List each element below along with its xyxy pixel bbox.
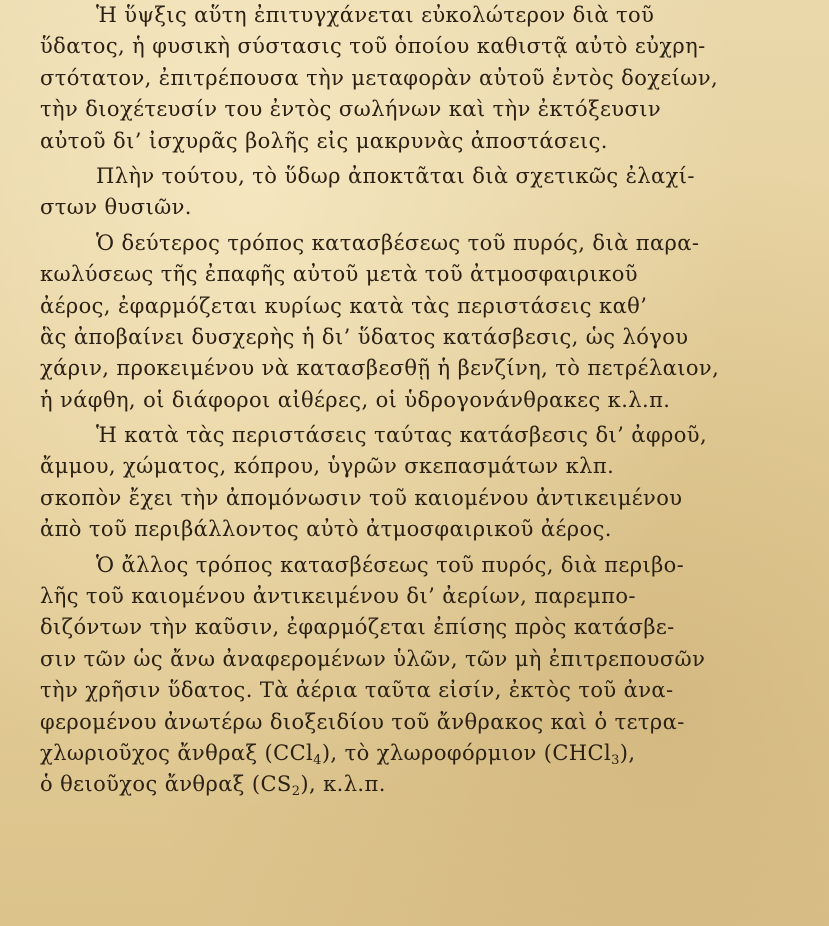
text-line: αὐτοῦ δι’ ἰσχυρᾶς βολῆς εἰς μακρυνὰς ἀποστάσεις. [40, 128, 608, 153]
formula-text: HCl [568, 740, 612, 765]
formula-subscript: 4 [313, 752, 322, 768]
text-line: Ἡ ὕψξις αὕτη ἐπιτυγχάνεται εὐκολώτερον διὰ τοῦ [96, 3, 655, 27]
text-line: ἃς ἀποβαίνει δυσχερὴς ἡ δι’ ὕδατος κατάσβεσις, ὡς λόγου [40, 324, 689, 349]
text-line: φερομένου ἀνωτέρω διοξειδίου τοῦ ἄνθρακος καὶ ὁ τετρα- [40, 709, 685, 734]
text-line: ὕδατος, ἡ φυσικὴ σύστασις τοῦ ὁποίου καθιστᾷ αὐτὸ εὐχρη- [40, 34, 706, 59]
text-line: ἡ νάφθη, οἱ διάφοροι αἰθέρες, οἱ ὑδρογονάνθρακες κ.λ.π. [40, 387, 671, 412]
formula-subscript: 3 [611, 752, 620, 768]
formula-text: ), τὸ χλωροφόρμιον (C [321, 740, 569, 765]
formula-subscript: 2 [291, 784, 301, 800]
formula-text: χλωριοῦχος ἄνθραξ (C [40, 740, 290, 765]
paragraph-2 [40, 161, 825, 224]
text-line: σιν τῶν ὡς ἄνω ἀναφερομένων ὑλῶν, τῶν μὴ ἐπιτρεπουσῶν [40, 646, 706, 671]
formula-text: ), κ.λ.π. [300, 772, 386, 797]
text-line: Πλὴν τούτου, τὸ ὕδωρ ἀποκτᾶται διὰ σχετικῶς ἐλαχί- [96, 163, 695, 188]
paragraph-1 [40, 0, 825, 157]
text-line: διζόντων τὴν καῦσιν, ἐφαρμόζεται ἐπίσης πρὸς κατάσβε- [40, 615, 675, 640]
formula-line [40, 769, 825, 800]
text-line: ἀπὸ τοῦ περιβάλλοντος αὐτὸ ἀτμοσφαιρικοῦ ἀέρος. [40, 517, 612, 542]
text-line: Ἡ κατὰ τὰς περιστάσεις ταύτας κατάσβεσις δι’ ἀφροῦ, [96, 423, 708, 448]
paragraph-4 [40, 420, 825, 546]
text-line: σκοπὸν ἔχει τὴν ἀπομόνωσιν τοῦ καιομένου ἀντικειμένου [40, 485, 683, 510]
formula-text: ὁ θειοῦχος ἄνθραξ (CS [40, 772, 292, 797]
formula-text: ), [619, 740, 636, 765]
formula-text: Cl [289, 740, 314, 765]
text-line: κωλύσεως τῆς ἐπαφῆς αὐτοῦ μετὰ τοῦ ἀτμοσφαιρικοῦ [40, 262, 638, 287]
text-line: τὴν χρῆσιν ὕδατος. Τὰ ἀέρια ταῦτα εἰσίν, ἐκτὸς τοῦ ἀνα- [40, 678, 674, 703]
text-line: λῆς τοῦ καιομένου ἀντικειμένου δι’ ἀερίων, παρεμπο- [40, 584, 636, 609]
text-line: ἄμμου, χώματος, κόπρου, ὑγρῶν σκεπασμάτων κλπ. [40, 454, 615, 479]
text-line: Ὁ δεύτερος τρόπος κατασβέσεως τοῦ πυρός, διὰ παρα- [96, 230, 700, 255]
formula-line [40, 738, 825, 769]
text-line: στότατον, ἐπιτρέπουσα τὴν μεταφορὰν αὐτοῦ ἐντὸς δοχείων, [40, 65, 719, 90]
paragraph-5 [40, 550, 825, 801]
text-line: στων θυσιῶν. [40, 195, 192, 220]
text-line: ἀέρος, ἐφαρμόζεται κυρίως κατὰ τὰς περιστάσεις καθ’ [40, 293, 648, 318]
text-line: χάριν, προκειμένου νὰ κατασβεσθῇ ἡ βενζίνη, τὸ πετρέλαιον, [40, 356, 720, 381]
text-line: τὴν διοχέτευσίν του ἐντὸς σωλήνων καὶ τὴν ἐκτόξευσιν [40, 97, 662, 122]
text-line: Ὁ ἄλλος τρόπος κατασβέσεως τοῦ πυρός, διὰ περιβο- [96, 552, 685, 577]
paragraph-3 [40, 228, 825, 416]
